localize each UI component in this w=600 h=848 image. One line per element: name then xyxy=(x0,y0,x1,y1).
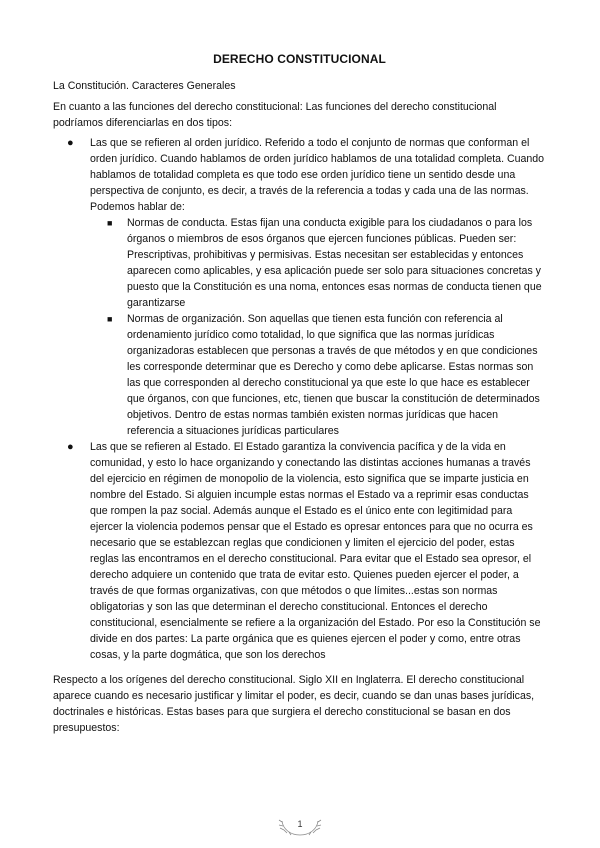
list-item-text: Normas de conducta. Estas fijan una conducta exigible para los ciudadanos o para los órganos o miembros de esos órganos que ejercen funciones públicas. Pueden ser: Prescriptivas, prohibitivas y permisivas. Estas necesitan ser establecidas y entonces aparecen como aplicables, y esa aplicación puede ser solo para situaciones concretas y puesto que la Constitución es una noma, entonces esas normas de conducta tienen que garantizarse xyxy=(127,217,542,309)
list-item xyxy=(67,439,546,663)
document-title: DERECHO CONSTITUCIONAL xyxy=(213,52,386,66)
list-item xyxy=(107,215,546,311)
page-number-footer xyxy=(0,810,600,838)
list-item-text: Normas de organización. Son aquellas que tienen esta función con referencia al ordenamiento jurídico como totalidad, lo que significa que las normas jurídicas organizadoras establecen que personas a través de que métodos y en que condiciones les corresponde determinar que es Derecho y como debe aplicarse. Estas normas son las que corresponden al derecho constitucional ya que este lo que hace es establecer que órganos, con que funciones, etc, tienen que buscar la constitución de determinados objetivos. Dentro de estas normas también existen normas jurídicas que hacen referencia a situaciones jurídicas particulares xyxy=(127,313,540,437)
bullet-icon: ● xyxy=(67,441,74,453)
closing-paragraph: Respecto a los orígenes del derecho constitucional. Siglo XII en Inglaterra. El derecho constitucional aparece cuando es necesario justificar y limitar el poder, es decir, cuando se dan unas bases jurídicas, doctrinales e históricas. Estas bases para que surgiera el derecho constitucional se basan en dos presupuestos: xyxy=(53,674,535,734)
list-item xyxy=(67,135,546,439)
sub-bullet-list xyxy=(90,215,546,439)
intro-paragraph: En cuanto a las funciones del derecho constitucional: Las funciones del derecho constitucional podríamos diferenciarlas en dos tipos: xyxy=(53,101,497,129)
main-bullet-list xyxy=(53,135,546,663)
square-bullet-icon: ■ xyxy=(107,314,113,324)
section-subtitle: La Constitución. Caracteres Generales xyxy=(53,80,236,92)
bullet-icon: ● xyxy=(67,137,74,149)
list-item-text: Las que se refieren al Estado. El Estado garantiza la convivencia pacífica y de la vida en comunidad, y esto lo hace organizando y conectando las distintas acciones humanas a través del ejercicio en régimen de monopolio de la violencia, esto significa que se imparte justicia en nombre del Estado. Si alguien incumple estas normas el Estado va a reprimir esas conductas que rompen la paz social. Además aunque el Estado es el único ente con legitimidad para ejercer la violencia podemos pensar que el Estado es opresar entonces para que no ocurra es necesario que se establezcan reglas que condicionen y limiten el ejercicio del poder, estas reglas las encontramos en el derecho constitucional. Para evitar que el Estado sea opresor, el derecho adquiere un contenido que trata de evitar esto. Quienes pueden ejercer el poder, a través de que formas organizativas, con que métodos o que límites...estas son normas obligatorias y son las que determinan el derecho constitucional. Entonces el derecho constitucional, esencialmente se refiere a la organización del Estado. Por eso la Constitución se divide en dos partes: La parte orgánica que es quienes ejercen el poder y como, entre otras cosas, y la parte dogmática, que son los derechos xyxy=(90,441,541,661)
document-page xyxy=(53,52,546,736)
list-item-text: Las que se refieren al orden jurídico. Referido a todo el conjunto de normas que conforman el orden jurídico. Cuando hablamos de orden jurídico hablamos de una totalidad completa. Cuando hablamos de totalidad completa es que todo ese orden jurídico tiene un sentido desde una perspectiva de conjunto, es decir, a través de la referencia a todas y cada una de las normas. Podemos hablar de: xyxy=(90,137,545,213)
square-bullet-icon: ■ xyxy=(107,218,113,228)
list-item xyxy=(107,311,546,439)
page-number: 1 xyxy=(297,819,303,829)
